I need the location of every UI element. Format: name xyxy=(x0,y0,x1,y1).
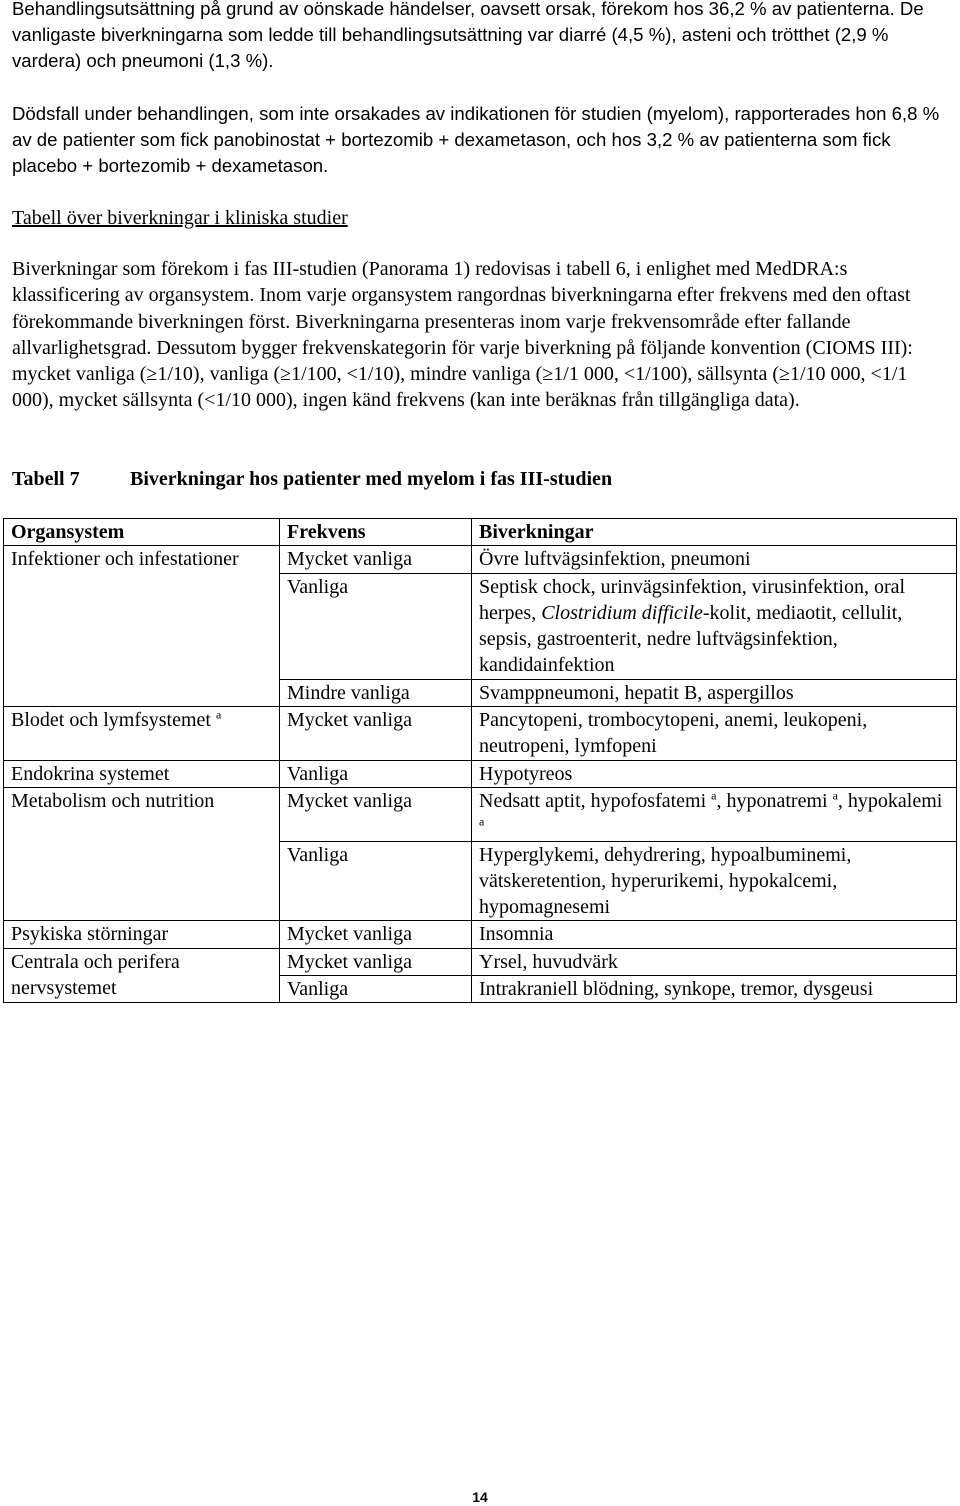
reaction-cell: Svamppneumoni, hepatit B, aspergillos xyxy=(472,679,957,706)
frequency-cell: Mycket vanliga xyxy=(280,948,472,975)
organ-cell: Psykiska störningar xyxy=(4,921,280,948)
reaction-text: , hypokalemi xyxy=(837,789,943,812)
reaction-text: Nedsatt aptit, hypofosfatemi xyxy=(479,789,707,812)
reaction-cell xyxy=(472,573,957,679)
frequency-cell: Mycket vanliga xyxy=(280,921,472,948)
reaction-cell: Yrsel, huvudvärk xyxy=(472,948,957,975)
reaction-cell: Hyperglykemi, dehydrering, hypoalbuminemi, vätskeretention, hyperurikemi, hypokalcemi, hypomagnesemi xyxy=(472,841,957,921)
table-row xyxy=(4,787,957,841)
table-caption-label: Tabell 7 xyxy=(12,468,80,490)
footnote-marker: a xyxy=(832,788,838,803)
organ-cell: Centrala och perifera nervsystemet xyxy=(4,948,280,1003)
footnote-marker: a xyxy=(711,788,717,803)
organ-text: Blodet och lymfsystemet xyxy=(11,709,211,732)
reaction-text: -kolit, mediaotit, cellulit, sepsis, gastroenterit, nedre luftvägsinfektion, kandidainfektion xyxy=(479,601,903,677)
frequency-cell: Mycket vanliga xyxy=(280,787,472,841)
reaction-cell: Övre luftvägsinfektion, pneumoni xyxy=(472,546,957,573)
reaction-cell: Pancytopeni, trombocytopeni, anemi, leukopeni, neutropeni, lymfopeni xyxy=(472,707,957,761)
frequency-cell: Mycket vanliga xyxy=(280,707,472,761)
table-row xyxy=(4,948,957,975)
frequency-cell: Vanliga xyxy=(280,760,472,787)
organ-cell: Metabolism och nutrition xyxy=(4,787,280,920)
header-frekvens: Frekvens xyxy=(280,519,472,546)
reaction-italic-organism: Clostridium difficile xyxy=(541,601,703,624)
table-header-row xyxy=(4,519,957,546)
paragraph-frequency-convention: Biverkningar som förekom i fas III-studien (Panorama 1) redovisas i tabell 6, i enlighet med MedDRA:s klassificering av organsystem. Inom varje organsystem rangordnas biverkningarna efter frekvens med den oftast förekommande biverkningen först. Biverkningarna presenteras inom varje frekvensområde efter fallande allvarlighetsgrad. Dessutom bygger frekvenskategorin för varje biverkning på följande konvention (CIOMS III): mycket vanliga (≥1/10), vanliga (≥1/100, <1/10), mindre vanliga (≥1/1 000, <1/100), sällsynta (≥1/10 000, <1/1 000), mycket sällsynta (<1/10 000), ingen känd frekvens (kan inte beräknas från tillgängliga data). xyxy=(12,258,913,412)
section-heading: Tabell över biverkningar i kliniska studier xyxy=(12,207,348,229)
header-organsystem: Organsystem xyxy=(4,519,280,546)
reaction-text: Septisk chock, urinvägsinfektion, virusinfektion, oral herpes, xyxy=(479,575,906,624)
page-number: 14 xyxy=(472,1489,488,1505)
reaction-cell: Insomnia xyxy=(472,921,957,948)
organ-cell: Infektioner och infestationer xyxy=(4,546,280,707)
table-row xyxy=(4,546,957,573)
organ-cell xyxy=(4,707,280,761)
frequency-cell: Vanliga xyxy=(280,841,472,921)
frequency-cell: Vanliga xyxy=(280,573,472,679)
header-biverkningar: Biverkningar xyxy=(472,519,957,546)
organ-cell: Endokrina systemet xyxy=(4,760,280,787)
table-row xyxy=(4,707,957,761)
table-row xyxy=(4,921,957,948)
reaction-cell xyxy=(472,787,957,841)
table-caption-title: Biverkningar hos patienter med myelom i fas III-studien xyxy=(130,468,613,490)
reaction-cell: Hypotyreos xyxy=(472,760,957,787)
reaction-text: , hyponatremi xyxy=(716,789,828,812)
footnote-marker: a xyxy=(215,707,222,722)
paragraph-deaths: Dödsfall under behandlingen, som inte orsakades av indikationen för studien (myelom), rapporterades hon 6,8 % av de patienter som fick panobinostat + bortezomib + dexametason, och hos 3,2 % av patienterna som fick placebo + bortezomib + dexametason. xyxy=(12,103,940,177)
frequency-cell: Vanliga xyxy=(280,976,472,1003)
footnote-marker: a xyxy=(479,814,485,829)
table-row xyxy=(4,760,957,787)
reaction-cell: Intrakraniell blödning, synkope, tremor, dysgeusi xyxy=(472,976,957,1003)
intro-paragraph-discontinuation: Behandlingsutsättning på grund av oönskade händelser, oavsett orsak, förekom hos 36,2 % av patienterna. De vanligaste biverkningarna som ledde till behandlingsutsättning var diarré (4,5 %), asteni och trötthet (2,9 % vardera) och pneumoni (1,3 %). xyxy=(12,0,924,72)
frequency-cell: Mycket vanliga xyxy=(280,546,472,573)
frequency-cell: Mindre vanliga xyxy=(280,679,472,706)
adverse-reactions-table xyxy=(3,518,957,1003)
